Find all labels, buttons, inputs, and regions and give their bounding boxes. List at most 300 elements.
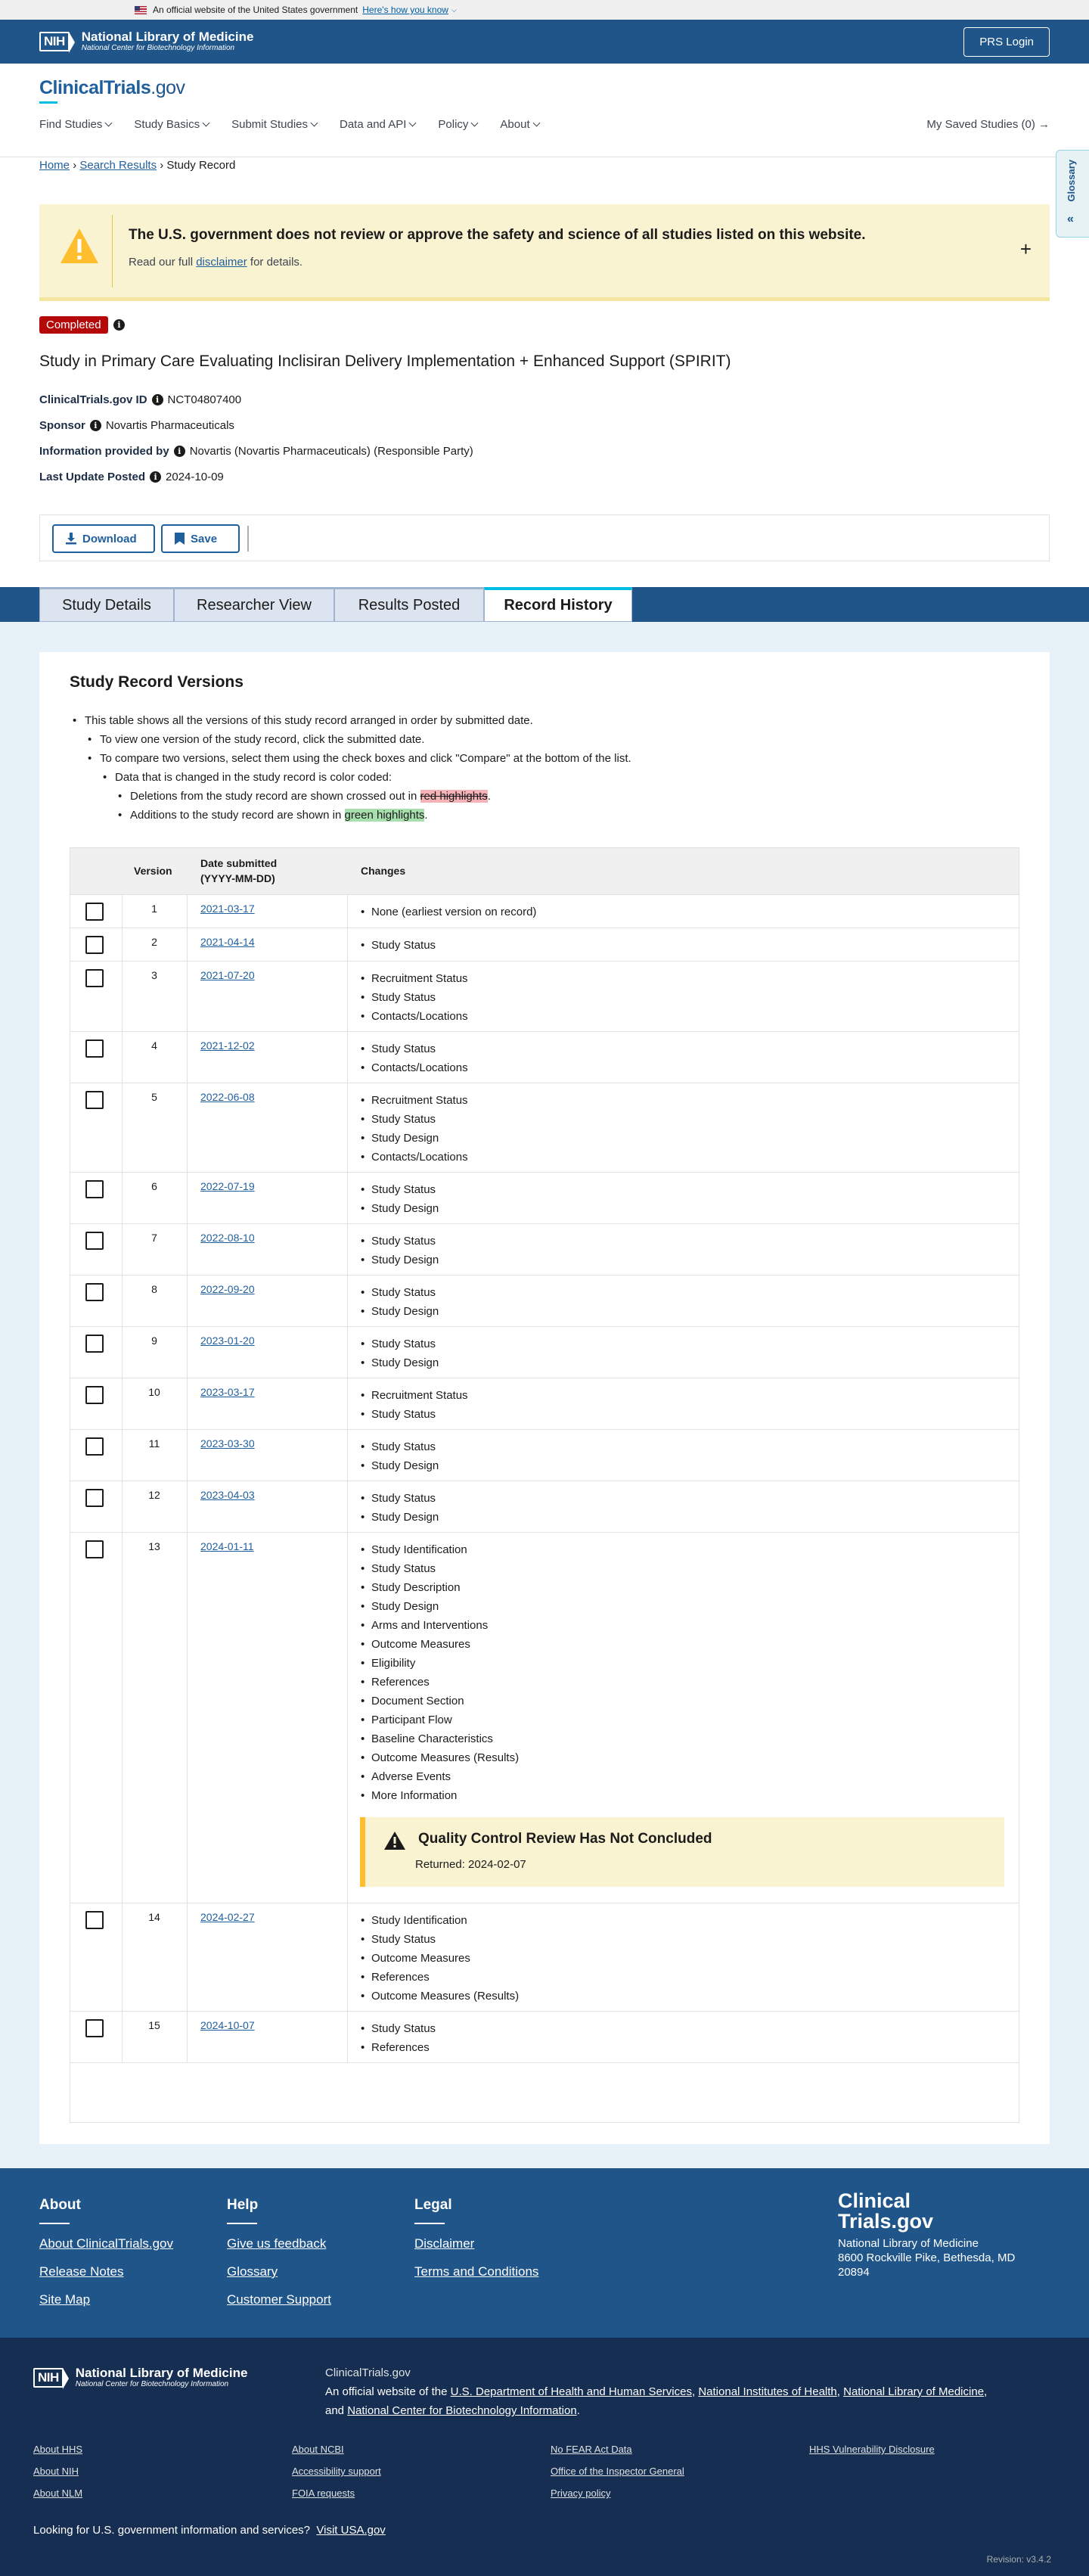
column-divider bbox=[347, 1224, 348, 1275]
address-line: 8600 Rockville Pike, Bethesda, MD bbox=[838, 2251, 1016, 2264]
glossary-label: Glossary bbox=[1066, 160, 1077, 202]
footer-about bbox=[39, 2197, 173, 2320]
breadcrumb-search-results[interactable]: Search Results bbox=[79, 159, 157, 172]
change-item: • Study Identification bbox=[361, 1911, 519, 1930]
change-item: • Contacts/Locations bbox=[361, 1148, 468, 1167]
version-date-link[interactable]: 2021-04-14 bbox=[200, 936, 255, 948]
col-changes: Changes bbox=[361, 865, 406, 877]
saved-label: My Saved Studies (0) bbox=[926, 118, 1035, 131]
version-number: 13 bbox=[148, 1540, 160, 1552]
tab-record-history[interactable] bbox=[484, 587, 632, 622]
compare-checkbox[interactable] bbox=[85, 903, 104, 921]
logo-underline bbox=[39, 101, 57, 104]
arrow-right-icon: → bbox=[1038, 118, 1050, 131]
column-divider bbox=[347, 895, 348, 928]
save-label: Save bbox=[191, 532, 218, 545]
main-nav bbox=[39, 118, 539, 131]
last-update-label: Last Update Posted bbox=[39, 471, 146, 483]
compare-checkbox[interactable] bbox=[85, 1232, 104, 1250]
version-date-link[interactable]: 2023-04-03 bbox=[200, 1489, 255, 1501]
change-item: • Recruitment Status bbox=[361, 1386, 468, 1405]
change-item: • Study Design bbox=[361, 1597, 519, 1616]
table-row bbox=[70, 1533, 1019, 1903]
changes-list bbox=[361, 1489, 439, 1527]
footer-link[interactable]: Accessibility support bbox=[292, 2466, 381, 2477]
gov-banner bbox=[0, 0, 1089, 20]
change-item: • Study Design bbox=[361, 1456, 439, 1475]
change-item: • Baseline Characteristics bbox=[361, 1729, 519, 1748]
changes-list bbox=[361, 1335, 439, 1372]
nih-logo-box: NIH bbox=[33, 2368, 64, 2388]
info-icon[interactable]: i bbox=[174, 446, 185, 457]
table-row bbox=[70, 1327, 1019, 1378]
change-item: • Contacts/Locations bbox=[361, 1007, 468, 1026]
chevron-down-icon bbox=[409, 120, 417, 127]
version-date-link[interactable]: 2024-10-07 bbox=[200, 2019, 255, 2031]
version-date-link[interactable]: 2023-01-20 bbox=[200, 1335, 255, 1347]
download-button[interactable] bbox=[52, 524, 155, 553]
expand-plus-icon[interactable]: + bbox=[1019, 238, 1032, 260]
version-date-link[interactable]: 2024-02-27 bbox=[200, 1911, 255, 1923]
nav-label: Submit Studies bbox=[231, 118, 308, 131]
column-divider bbox=[347, 928, 348, 961]
version-number: 2 bbox=[151, 936, 157, 948]
column-divider bbox=[347, 962, 348, 1031]
changes-list bbox=[361, 1386, 468, 1424]
version-number: 12 bbox=[148, 1489, 160, 1501]
tab-label: Researcher View bbox=[197, 596, 312, 614]
change-item: • Study Design bbox=[361, 1251, 439, 1269]
version-number: 9 bbox=[151, 1335, 157, 1347]
column-divider bbox=[187, 2012, 188, 2062]
footer-address bbox=[838, 2236, 1015, 2279]
breadcrumb bbox=[39, 159, 235, 172]
change-item: • Outcome Measures bbox=[361, 1635, 519, 1654]
nav-label: Policy bbox=[438, 118, 469, 131]
breadcrumb-current: Study Record bbox=[166, 159, 236, 172]
version-date-link[interactable]: 2024-01-11 bbox=[200, 1540, 254, 1552]
prs-login-button[interactable]: PRS Login bbox=[963, 27, 1050, 57]
changes-list bbox=[361, 1091, 468, 1167]
instruction-text: This table shows all the versions of this study record arranged in order by submitted date. bbox=[85, 714, 533, 727]
compare-checkbox[interactable] bbox=[85, 1386, 104, 1404]
nav-label: Find Studies bbox=[39, 118, 103, 131]
table-row bbox=[70, 1224, 1019, 1276]
footer-brand bbox=[838, 2191, 1015, 2279]
chevron-down-icon bbox=[532, 120, 540, 127]
official-pre: An official website of the bbox=[325, 2385, 451, 2398]
change-item: • Study Status bbox=[361, 1283, 439, 1302]
column-divider bbox=[347, 1430, 348, 1481]
qc-returned: Returned: 2024-02-07 bbox=[415, 1858, 526, 1871]
sponsor-row bbox=[39, 419, 234, 432]
chevron-down-icon bbox=[311, 120, 318, 127]
nih-header bbox=[0, 20, 1089, 64]
footer-site-name: ClinicalTrials.gov bbox=[325, 2366, 411, 2379]
instructions-list bbox=[70, 711, 631, 825]
warning-icon bbox=[383, 1831, 406, 1850]
footer-links-col2 bbox=[292, 2444, 381, 2509]
footer-link[interactable]: Disclaimer bbox=[414, 2236, 475, 2251]
footer-link[interactable]: About ClinicalTrials.gov bbox=[39, 2236, 173, 2251]
alert-text-post: for details. bbox=[247, 256, 303, 269]
version-number: 3 bbox=[151, 969, 157, 981]
column-divider bbox=[187, 1083, 188, 1172]
alert-text bbox=[129, 256, 302, 269]
footer-link[interactable]: Terms and Conditions bbox=[414, 2264, 539, 2279]
change-item: • Study Status bbox=[361, 1437, 439, 1456]
footer-link[interactable]: Glossary bbox=[227, 2264, 278, 2279]
nav-study-basics[interactable] bbox=[134, 118, 209, 131]
column-divider bbox=[122, 1533, 123, 1903]
instruction-text: Data that is changed in the study record is color coded: bbox=[115, 771, 392, 784]
table-row bbox=[70, 1430, 1019, 1481]
change-item: • Outcome Measures (Results) bbox=[361, 1987, 519, 2006]
usa-gov-line bbox=[33, 2524, 386, 2537]
double-chevron-left-icon: « bbox=[1067, 213, 1074, 225]
nlm-link[interactable]: National Library of Medicine bbox=[843, 2385, 985, 2398]
qc-review-alert bbox=[360, 1817, 1004, 1887]
footer-link[interactable]: Office of the Inspector General bbox=[551, 2466, 684, 2477]
column-divider bbox=[347, 1173, 348, 1223]
footer-links-col1 bbox=[33, 2444, 82, 2509]
chevron-down-icon bbox=[471, 120, 479, 127]
column-divider bbox=[347, 1032, 348, 1083]
column-divider bbox=[347, 1481, 348, 1532]
versions-table bbox=[70, 847, 1019, 2123]
column-divider bbox=[187, 1327, 188, 1378]
footer-link[interactable]: HHS Vulnerability Disclosure bbox=[809, 2444, 935, 2455]
info-icon[interactable]: i bbox=[152, 394, 163, 406]
logo-gov: .gov bbox=[150, 77, 185, 98]
changes-list bbox=[361, 1039, 468, 1077]
study-tabs bbox=[0, 587, 1089, 622]
download-icon bbox=[66, 533, 76, 545]
instruction-item bbox=[100, 768, 631, 825]
change-item: • Study Status bbox=[361, 2019, 436, 2038]
info-icon[interactable]: i bbox=[113, 319, 125, 331]
version-number: 1 bbox=[151, 903, 157, 915]
compare-checkbox[interactable] bbox=[85, 1540, 104, 1558]
clinicaltrials-logo[interactable] bbox=[39, 77, 185, 99]
column-divider bbox=[347, 1378, 348, 1429]
agency-footer bbox=[0, 2338, 1089, 2576]
ncbi-subtitle: National Center for Biotechnology Information bbox=[81, 44, 235, 52]
changes-list bbox=[361, 2019, 436, 2057]
section-title: Study Record Versions bbox=[70, 673, 244, 691]
footer-underline bbox=[39, 2223, 70, 2224]
addition-highlight: green highlights bbox=[344, 809, 425, 822]
instruction-item bbox=[85, 749, 631, 825]
tab-study-details[interactable] bbox=[39, 587, 174, 622]
study-id-label: ClinicalTrials.gov ID bbox=[39, 393, 147, 406]
version-date-link[interactable]: 2021-03-17 bbox=[200, 903, 255, 915]
ncbi-subtitle: National Center for Biotechnology Information bbox=[75, 2380, 229, 2388]
changes-list bbox=[361, 936, 436, 955]
change-item: • Study Status bbox=[361, 1489, 439, 1508]
compare-checkbox[interactable] bbox=[85, 2019, 104, 2037]
column-divider bbox=[187, 1903, 188, 2011]
version-number: 15 bbox=[148, 2019, 160, 2031]
nlm-logo[interactable] bbox=[39, 30, 253, 53]
revision: Revision: v3.4.2 bbox=[986, 2554, 1051, 2565]
column-divider bbox=[187, 1276, 188, 1326]
info-icon[interactable]: i bbox=[150, 471, 161, 483]
version-number: 11 bbox=[148, 1437, 160, 1450]
instruction-text: To compare two versions, select them using the check boxes and click "Compare" at the bottom of the list. bbox=[100, 752, 631, 765]
info-icon[interactable]: i bbox=[90, 420, 101, 431]
study-id-row bbox=[39, 393, 241, 406]
version-date-link[interactable]: 2021-07-20 bbox=[200, 969, 255, 981]
save-button[interactable] bbox=[161, 524, 240, 553]
alert-text-pre: Read our full bbox=[129, 256, 197, 269]
compare-checkbox[interactable] bbox=[85, 1489, 104, 1507]
nav-label: Data and API bbox=[340, 118, 407, 131]
last-update-value: 2024-10-09 bbox=[166, 471, 224, 483]
footer-underline bbox=[227, 2223, 257, 2224]
col-date: Date submitted bbox=[200, 857, 278, 869]
footer-nlm-logo[interactable] bbox=[33, 2366, 247, 2389]
footer-heading: Help bbox=[227, 2197, 259, 2213]
tab-label: Study Details bbox=[62, 596, 151, 614]
chevron-down-icon[interactable]: ⌵ bbox=[451, 5, 457, 14]
change-item: • Outcome Measures bbox=[361, 1949, 519, 1968]
changes-list bbox=[361, 969, 468, 1026]
gov-banner-text: An official website of the United States government bbox=[153, 5, 358, 15]
footer-help bbox=[227, 2197, 331, 2320]
change-item: • Study Status bbox=[361, 1335, 439, 1353]
instruction-item: • Deletions from the study record are shown crossed out in red highlights. bbox=[115, 787, 631, 806]
usa-text: Looking for U.S. government information and services? bbox=[33, 2524, 311, 2537]
change-item: • None (earliest version on record) bbox=[361, 903, 536, 921]
table-body bbox=[70, 895, 1019, 2063]
instruction-item: • Additions to the study record are shown in green highlights. bbox=[115, 806, 631, 825]
change-item: • Study Status bbox=[361, 1405, 468, 1424]
table-row bbox=[70, 1481, 1019, 1533]
change-item: • Study Identification bbox=[361, 1540, 519, 1559]
compare-checkbox[interactable] bbox=[85, 969, 104, 987]
changes-list bbox=[361, 1180, 439, 1218]
version-number: 6 bbox=[151, 1180, 157, 1192]
info-provided-row bbox=[39, 445, 473, 458]
instruction-text: Deletions from the study record are shown crossed out in bbox=[130, 790, 420, 803]
footer-underline bbox=[414, 2223, 445, 2224]
change-item: • More Information bbox=[361, 1786, 519, 1805]
glossary-tab[interactable] bbox=[1056, 150, 1089, 238]
column-divider bbox=[187, 962, 188, 1031]
column-divider bbox=[347, 1533, 348, 1903]
change-item: • Document Section bbox=[361, 1692, 519, 1711]
version-number: 8 bbox=[151, 1283, 157, 1295]
nav-data-and-api[interactable] bbox=[340, 118, 415, 131]
breadcrumb-home[interactable]: Home bbox=[39, 159, 70, 172]
version-number: 5 bbox=[151, 1091, 157, 1103]
footer-logo[interactable] bbox=[838, 2191, 1015, 2232]
column-divider bbox=[187, 1481, 188, 1532]
change-item: • Arms and Interventions bbox=[361, 1616, 519, 1635]
changes-list bbox=[361, 1540, 519, 1805]
change-item: • Study Status bbox=[361, 1110, 468, 1129]
change-item: • Study Description bbox=[361, 1578, 519, 1597]
alert-divider bbox=[112, 215, 113, 287]
footer-links-col4 bbox=[809, 2444, 935, 2466]
changes-list bbox=[361, 903, 536, 921]
column-divider bbox=[347, 1903, 348, 2011]
version-date-link[interactable]: 2022-07-19 bbox=[200, 1180, 255, 1192]
ncbi-link[interactable]: National Center for Biotechnology Information bbox=[347, 2404, 577, 2417]
column-divider bbox=[187, 1430, 188, 1481]
change-item: • Adverse Events bbox=[361, 1767, 519, 1786]
us-flag-icon bbox=[135, 6, 147, 14]
column-divider bbox=[187, 1032, 188, 1083]
study-title: Study in Primary Care Evaluating Inclisiran Delivery Implementation + Enhanced Support (SPIRIT) bbox=[39, 353, 731, 370]
version-date-link[interactable]: 2023-03-30 bbox=[200, 1437, 255, 1450]
tab-results-posted[interactable] bbox=[334, 587, 484, 622]
nav-label: About bbox=[500, 118, 530, 131]
bookmark-icon bbox=[175, 533, 185, 545]
change-item: • Outcome Measures (Results) bbox=[361, 1748, 519, 1767]
change-item: • Study Design bbox=[361, 1302, 439, 1321]
tab-label: Record History bbox=[504, 597, 613, 614]
chevron-down-icon bbox=[203, 120, 210, 127]
change-item: • Study Design bbox=[361, 1129, 468, 1148]
change-item: • Study Status bbox=[361, 936, 436, 955]
tab-label: Results Posted bbox=[358, 596, 461, 614]
sponsor-label: Sponsor bbox=[39, 419, 85, 432]
footer-link[interactable]: About NIH bbox=[33, 2466, 79, 2477]
heres-how-you-know-link[interactable]: Here's how you know bbox=[362, 5, 448, 15]
change-item: • Study Design bbox=[361, 1353, 439, 1372]
column-divider bbox=[187, 1173, 188, 1223]
logo-main: ClinicalTrials bbox=[39, 77, 151, 98]
nav-find-studies[interactable] bbox=[39, 118, 111, 131]
info-provided-value: Novartis (Novartis Pharmaceuticals) (Responsible Party) bbox=[189, 445, 473, 458]
nav-about[interactable] bbox=[500, 118, 538, 131]
sponsor-value: Novartis Pharmaceuticals bbox=[105, 419, 234, 432]
compare-checkbox[interactable] bbox=[85, 1091, 104, 1109]
change-item: • Study Status bbox=[361, 1559, 519, 1578]
nlm-title: National Library of Medicine bbox=[75, 2366, 248, 2380]
disclaimer-alert bbox=[39, 204, 1050, 301]
col-date-format: (YYYY-MM-DD) bbox=[200, 872, 275, 884]
nih-logo-box: NIH bbox=[39, 32, 70, 51]
footer-link[interactable]: About HHS bbox=[33, 2444, 83, 2455]
footer-heading: Legal bbox=[414, 2197, 452, 2213]
version-date-link[interactable]: 2022-09-20 bbox=[200, 1283, 255, 1295]
change-item: • Recruitment Status bbox=[361, 969, 468, 988]
footer-link[interactable]: Privacy policy bbox=[551, 2487, 611, 2499]
footer-link[interactable]: Customer Support bbox=[227, 2292, 331, 2307]
footer-link[interactable]: Site Map bbox=[39, 2292, 91, 2307]
footer-links-col3 bbox=[551, 2444, 684, 2509]
breadcrumb-chevron-icon: › bbox=[73, 159, 80, 172]
official-website-text: ClinicalTrials.gov An official website of the U.S. Department of Health and Human Services, National Institutes of Health, National Library of Medicine, and National Center for Biotechnology Information. bbox=[325, 2363, 987, 2420]
info-provided-label: Information provided by bbox=[39, 445, 169, 458]
deletion-highlight: red highlights bbox=[420, 790, 488, 803]
instruction-item bbox=[85, 730, 631, 749]
change-item: • Study Design bbox=[361, 1199, 439, 1218]
record-history-card bbox=[39, 652, 1050, 2144]
nih-link[interactable]: National Institutes of Health bbox=[698, 2385, 837, 2398]
table-row bbox=[70, 928, 1019, 962]
address-line: 20894 bbox=[838, 2266, 870, 2279]
qc-title: Quality Control Review Has Not Concluded bbox=[418, 1831, 712, 1847]
version-number: 10 bbox=[148, 1386, 160, 1398]
change-item: • References bbox=[361, 2038, 436, 2057]
compare-checkbox[interactable] bbox=[85, 1180, 104, 1198]
table-row bbox=[70, 1903, 1019, 2012]
last-update-row bbox=[39, 471, 224, 483]
nav-submit-studies[interactable] bbox=[231, 118, 317, 131]
footer-link[interactable]: About NCBI bbox=[292, 2444, 344, 2455]
table-footer bbox=[70, 2063, 1019, 2122]
my-saved-studies-link[interactable] bbox=[926, 118, 1050, 131]
compare-checkbox[interactable] bbox=[85, 1039, 104, 1058]
site-header bbox=[0, 64, 1089, 157]
footer-legal bbox=[414, 2197, 538, 2292]
version-date-link[interactable]: 2023-03-17 bbox=[200, 1386, 255, 1398]
tab-researcher-view[interactable] bbox=[174, 587, 334, 622]
action-divider bbox=[247, 526, 249, 552]
compare-checkbox[interactable] bbox=[85, 1437, 104, 1456]
change-item: • Contacts/Locations bbox=[361, 1058, 468, 1077]
footer-link[interactable]: Release Notes bbox=[39, 2264, 124, 2279]
nav-policy[interactable] bbox=[438, 118, 477, 131]
compare-checkbox[interactable] bbox=[85, 1283, 104, 1301]
table-row bbox=[70, 1083, 1019, 1173]
changes-list bbox=[361, 1232, 439, 1269]
column-divider bbox=[187, 1378, 188, 1429]
changes-list bbox=[361, 1437, 439, 1475]
change-item: • Study Status bbox=[361, 1232, 439, 1251]
footer-link[interactable]: FOIA requests bbox=[292, 2487, 355, 2499]
change-item: • References bbox=[361, 1968, 519, 1987]
change-item: • Recruitment Status bbox=[361, 1091, 468, 1110]
table-row bbox=[70, 1276, 1019, 1327]
nlm-title: National Library of Medicine bbox=[81, 30, 254, 44]
compare-checkbox[interactable] bbox=[85, 1335, 104, 1353]
version-date-link[interactable]: 2021-12-02 bbox=[200, 1039, 255, 1052]
footer-link[interactable]: About NLM bbox=[33, 2487, 83, 2499]
footer-link[interactable]: No FEAR Act Data bbox=[551, 2444, 632, 2455]
footer-heading: About bbox=[39, 2197, 81, 2213]
column-divider bbox=[187, 1224, 188, 1275]
version-number: 7 bbox=[151, 1232, 157, 1244]
change-item: • Study Status bbox=[361, 1180, 439, 1199]
table-header bbox=[70, 848, 1019, 895]
footer-link[interactable]: Give us feedback bbox=[227, 2236, 327, 2251]
version-date-link[interactable]: 2022-06-08 bbox=[200, 1091, 255, 1103]
disclaimer-link[interactable]: disclaimer bbox=[196, 256, 247, 269]
version-number: 4 bbox=[151, 1039, 157, 1052]
changes-list bbox=[361, 1911, 519, 2006]
compare-checkbox[interactable] bbox=[85, 1911, 104, 1929]
version-date-link[interactable]: 2022-08-10 bbox=[200, 1232, 255, 1244]
site-footer bbox=[0, 2168, 1089, 2338]
hhs-link[interactable]: U.S. Department of Health and Human Services bbox=[450, 2385, 692, 2398]
compare-checkbox[interactable] bbox=[85, 936, 104, 954]
usa-gov-link[interactable]: Visit USA.gov bbox=[316, 2524, 386, 2537]
column-divider bbox=[347, 1083, 348, 1172]
change-item: • Study Design bbox=[361, 1508, 439, 1527]
action-bar bbox=[39, 514, 1050, 561]
chevron-down-icon bbox=[105, 120, 113, 127]
table-row bbox=[70, 1173, 1019, 1224]
status-badge: Completed bbox=[39, 316, 108, 334]
column-divider bbox=[347, 1327, 348, 1378]
change-item: • Study Status bbox=[361, 988, 468, 1007]
column-divider bbox=[187, 895, 188, 928]
